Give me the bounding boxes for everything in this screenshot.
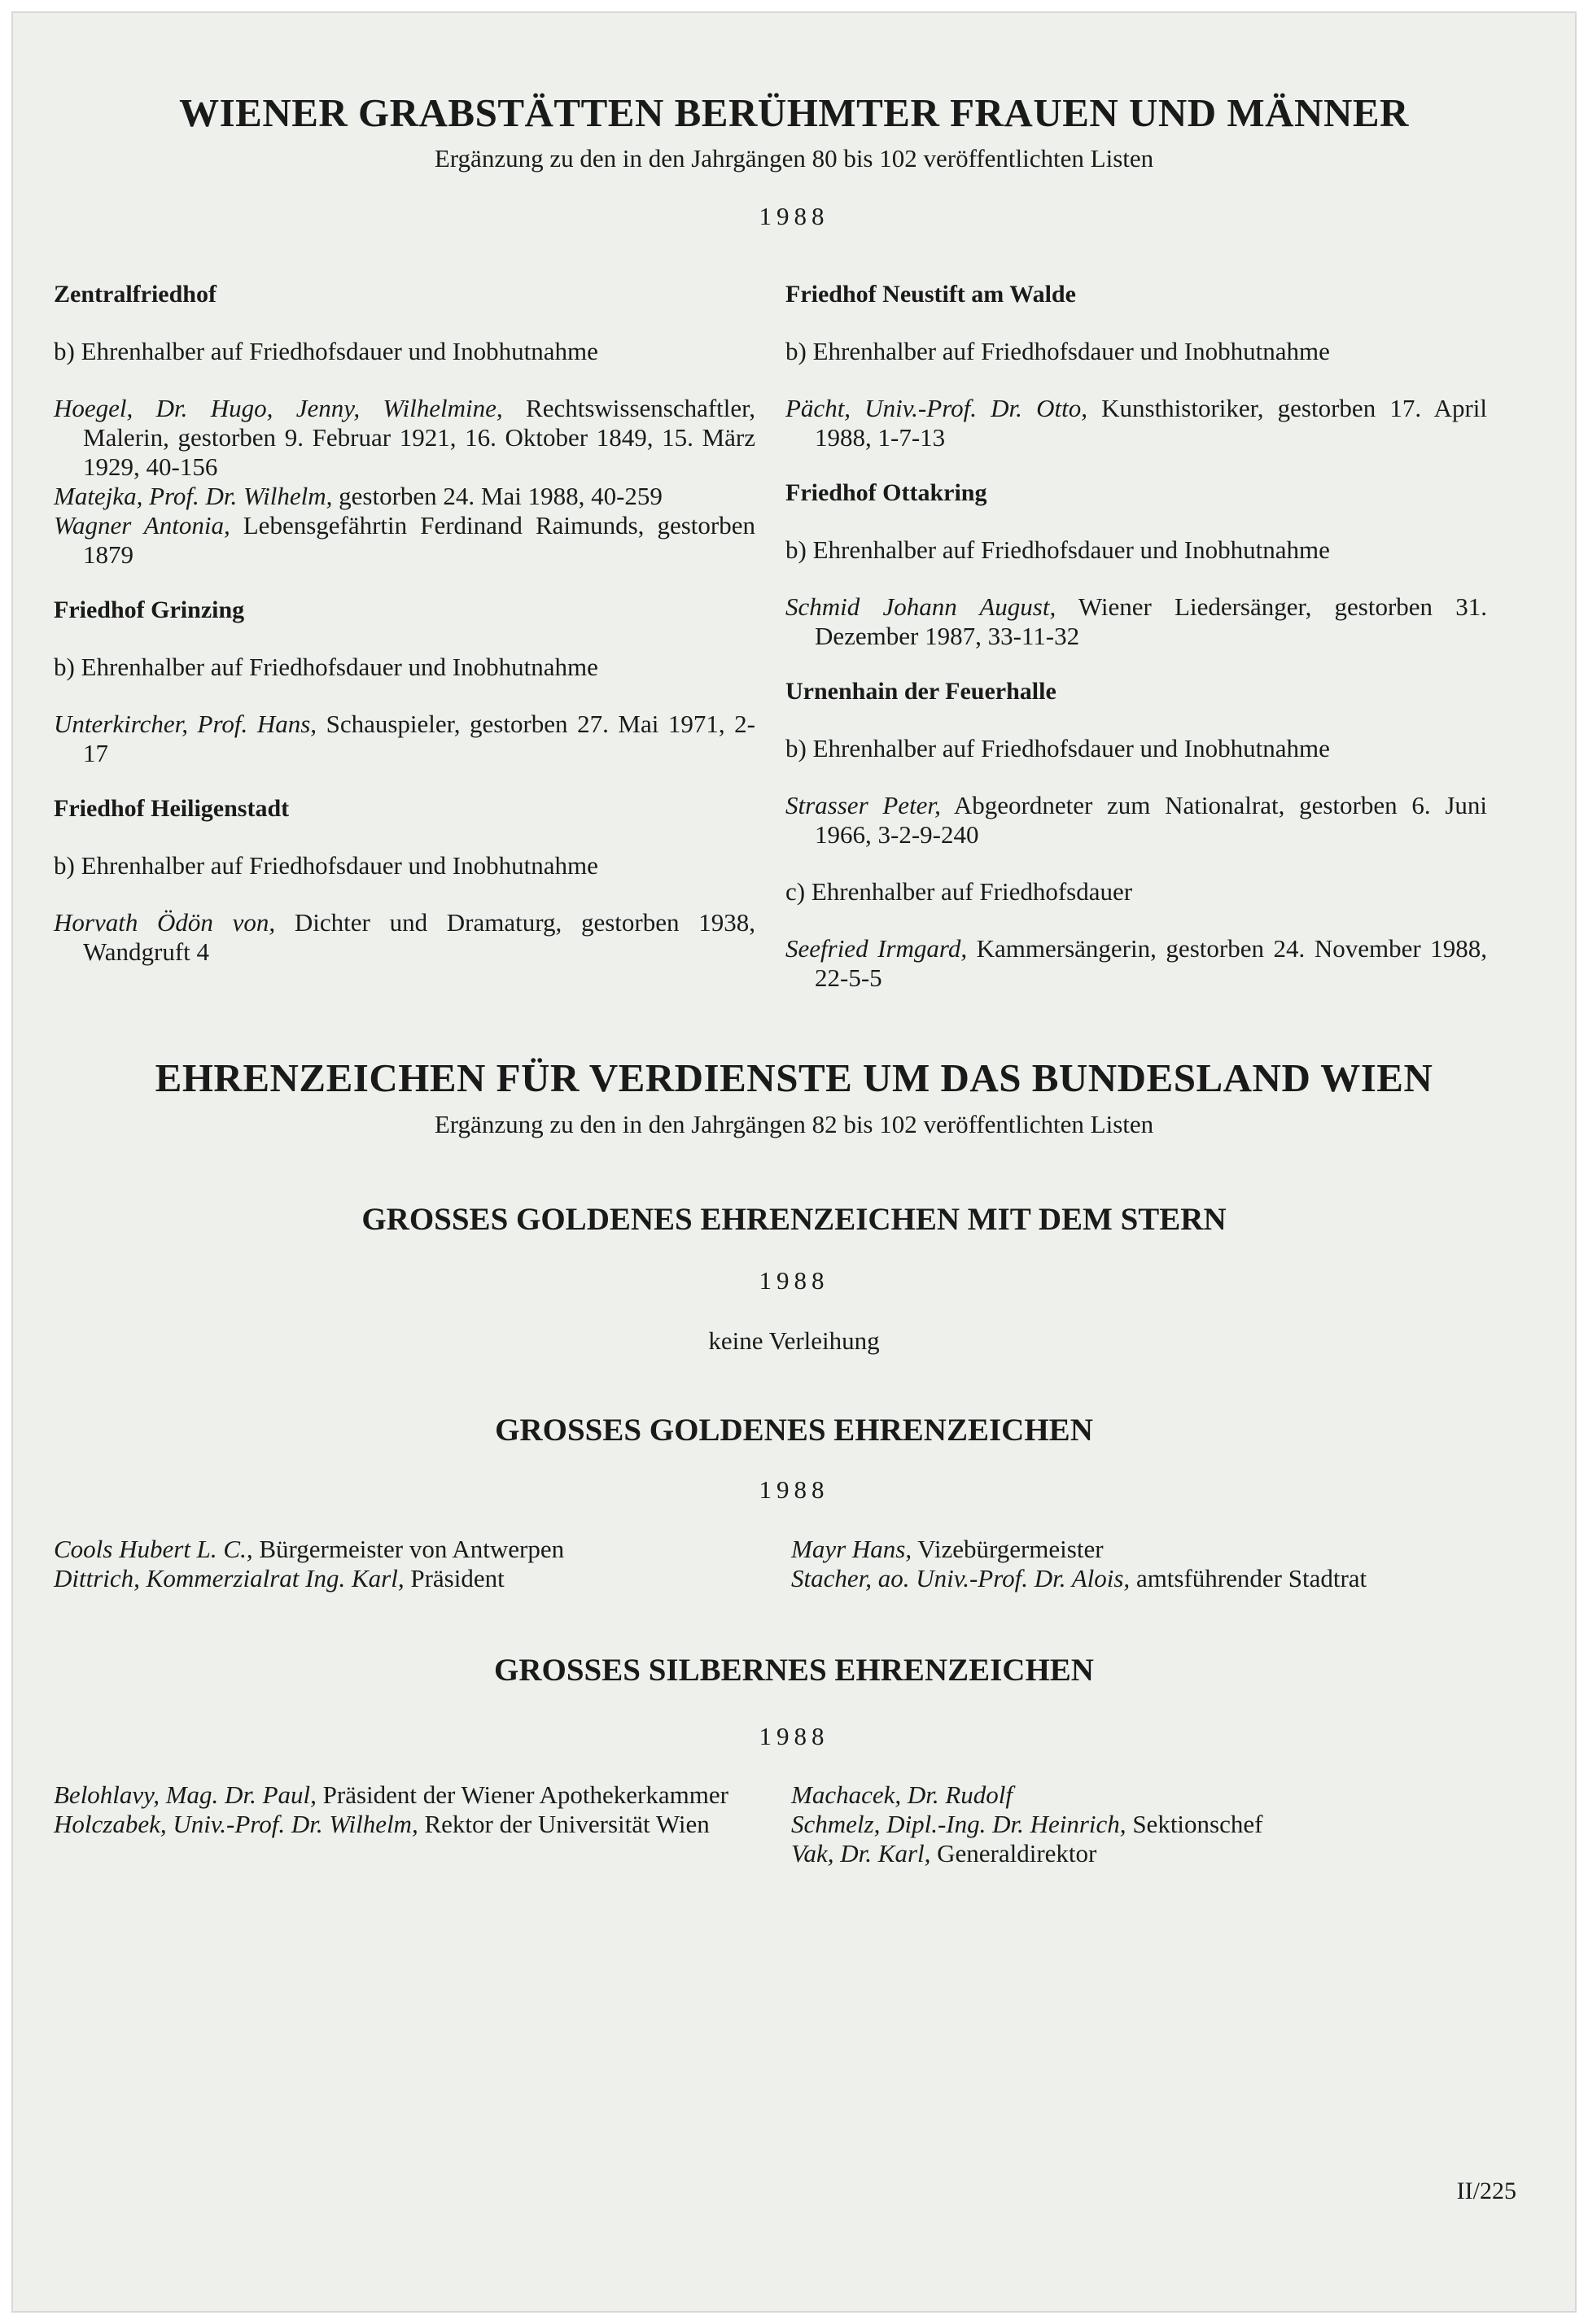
ottakring-category: b) Ehrenhalber auf Friedhofsdauer und Inobhutnahme: [785, 535, 1330, 564]
graves-subtitle: Ergänzung zu den in den Jahrgängen 80 bis 102 veröffentlichten Listen: [434, 144, 1154, 173]
grinzing-category: b) Ehrenhalber auf Friedhofsdauer und Inobhutnahme: [54, 653, 598, 681]
entry-name: Hoegel, Dr. Hugo, Jenny, Wilhelmine,: [54, 394, 503, 422]
silver-year: 1988: [759, 1722, 829, 1750]
entry-text: Generaldirektor: [930, 1839, 1097, 1868]
list-item: [54, 1564, 755, 1593]
list-item: [791, 1780, 1524, 1810]
entry-name: Schmelz, Dipl.-Ing. Dr. Heinrich,: [791, 1810, 1126, 1838]
gold-year: 1988: [759, 1475, 829, 1504]
entry-name: Cools Hubert L. C.,: [54, 1535, 253, 1563]
stern-note: keine Verleihung: [708, 1326, 880, 1355]
zentral-heading: Zentralfriedhof: [54, 281, 217, 308]
entry-name: Horvath Ödön von,: [54, 908, 276, 937]
entry-name: Unterkircher, Prof. Hans,: [54, 710, 317, 738]
entry-text: Präsident: [404, 1564, 505, 1592]
graves-title: WIENER GRABSTÄTTEN BERÜHMTER FRAUEN UND MÄNNER: [179, 90, 1409, 135]
gold-right-column: [791, 1535, 1524, 1593]
grinzing-heading: Friedhof Grinzing: [54, 596, 245, 623]
page-number: II/225: [1456, 2178, 1516, 2204]
entry-text: Sektionschef: [1126, 1810, 1263, 1838]
entry-text: Rechtswissenschaftler, Malerin, gestorben 9. Februar 1921, 16. Oktober 1849, 15. März 1929, 40-156: [83, 394, 755, 481]
entry-text: Kammersängerin, gestorben 24. November 1988, 22-5-5: [815, 934, 1487, 992]
list-item: [54, 511, 755, 570]
list-item: [54, 482, 755, 511]
neustift-heading: Friedhof Neustift am Walde: [785, 281, 1076, 308]
document-page: [11, 11, 1577, 2313]
urnenhain-category-c: c) Ehrenhalber auf Friedhofsdauer: [785, 877, 1133, 906]
list-item: [791, 1810, 1524, 1839]
entry-text: Präsident der Wiener Apothekerkammer: [316, 1780, 728, 1809]
list-item: [54, 908, 755, 967]
entry-name: Seefried Irmgard,: [785, 934, 968, 963]
neustift-category: b) Ehrenhalber auf Friedhofsdauer und Inobhutnahme: [785, 337, 1330, 365]
entry-text: Rektor der Universität Wien: [418, 1810, 710, 1838]
entry-text: amtsführender Stadtrat: [1130, 1564, 1367, 1592]
entry-name: Dittrich, Kommerzialrat Ing. Karl,: [54, 1564, 405, 1592]
graves-right-column: [785, 280, 1487, 993]
list-item: [791, 1564, 1524, 1593]
entry-name: Matejka, Prof. Dr. Wilhelm,: [54, 482, 333, 510]
entry-text: Dichter und Dramaturg, gestorben 1938, Wandgruft 4: [83, 908, 755, 966]
stern-year: 1988: [759, 1266, 829, 1295]
gold-heading: GROSSES GOLDENES EHRENZEICHEN: [495, 1413, 1093, 1448]
list-item: [54, 710, 755, 768]
list-item: [785, 592, 1487, 651]
entry-name: Vak, Dr. Karl,: [791, 1839, 931, 1868]
honors-subtitle: Ergänzung zu den in den Jahrgängen 82 bis 102 veröffentlichten Listen: [434, 1110, 1154, 1138]
entry-name: Stacher, ao. Univ.-Prof. Dr. Alois,: [791, 1564, 1131, 1592]
list-item: [54, 1810, 755, 1839]
list-item: [785, 791, 1487, 850]
list-item: [785, 394, 1487, 452]
entry-text: Wiener Liedersänger, gestorben 31. Dezember 1987, 33-11-32: [815, 592, 1487, 650]
graves-year: 1988: [759, 202, 829, 230]
entry-name: Pächt, Univ.-Prof. Dr. Otto,: [785, 394, 1087, 422]
entry-name: Machacek, Dr. Rudolf: [791, 1780, 1013, 1809]
entry-name: Mayr Hans,: [791, 1535, 912, 1563]
silver-left-column: [54, 1780, 755, 1839]
urnenhain-heading: Urnenhain der Feuerhalle: [785, 678, 1056, 705]
entry-text: Kunsthistoriker, gestorben 17. April 1988, 1-7-13: [815, 394, 1488, 452]
silver-right-column: [791, 1780, 1524, 1868]
honors-title: EHRENZEICHEN FÜR VERDIENSTE UM DAS BUNDESLAND WIEN: [155, 1055, 1433, 1100]
zentral-category: b) Ehrenhalber auf Friedhofsdauer und Inobhutnahme: [54, 337, 598, 365]
entry-text: Abgeordneter zum Nationalrat, gestorben 6. Juni 1966, 3-2-9-240: [815, 791, 1487, 849]
graves-left-column: [54, 280, 755, 967]
heiligenstadt-heading: Friedhof Heiligenstadt: [54, 795, 290, 822]
urnenhain-category: b) Ehrenhalber auf Friedhofsdauer und Inobhutnahme: [785, 734, 1330, 762]
entry-name: Holczabek, Univ.-Prof. Dr. Wilhelm,: [54, 1810, 418, 1838]
entry-text: Lebensgefährtin Ferdinand Raimunds, gestorben 1879: [83, 511, 755, 569]
entry-name: Schmid Johann August,: [785, 592, 1056, 621]
entry-name: Strasser Peter,: [785, 791, 941, 819]
silver-heading: GROSSES SILBERNES EHRENZEICHEN: [494, 1653, 1094, 1688]
list-item: [785, 934, 1487, 993]
entry-text: Vizebürgermeister: [912, 1535, 1104, 1563]
ottakring-heading: Friedhof Ottakring: [785, 479, 987, 506]
list-item: [791, 1839, 1524, 1868]
list-item: [54, 1780, 755, 1810]
list-item: [791, 1535, 1524, 1564]
stern-heading: GROSSES GOLDENES EHRENZEICHEN MIT DEM STERN: [361, 1202, 1227, 1237]
entry-text: Bürgermeister von Antwerpen: [252, 1535, 565, 1563]
list-item: [54, 1535, 755, 1564]
list-item: [54, 394, 755, 482]
entry-name: Belohlavy, Mag. Dr. Paul,: [54, 1780, 317, 1809]
entry-text: Schauspieler, gestorben 27. Mai 1971, 2-17: [83, 710, 756, 767]
gold-left-column: [54, 1535, 755, 1593]
entry-text: gestorben 24. Mai 1988, 40-259: [332, 482, 663, 510]
entry-name: Wagner Antonia,: [54, 511, 230, 540]
heiligenstadt-category: b) Ehrenhalber auf Friedhofsdauer und Inobhutnahme: [54, 851, 598, 880]
